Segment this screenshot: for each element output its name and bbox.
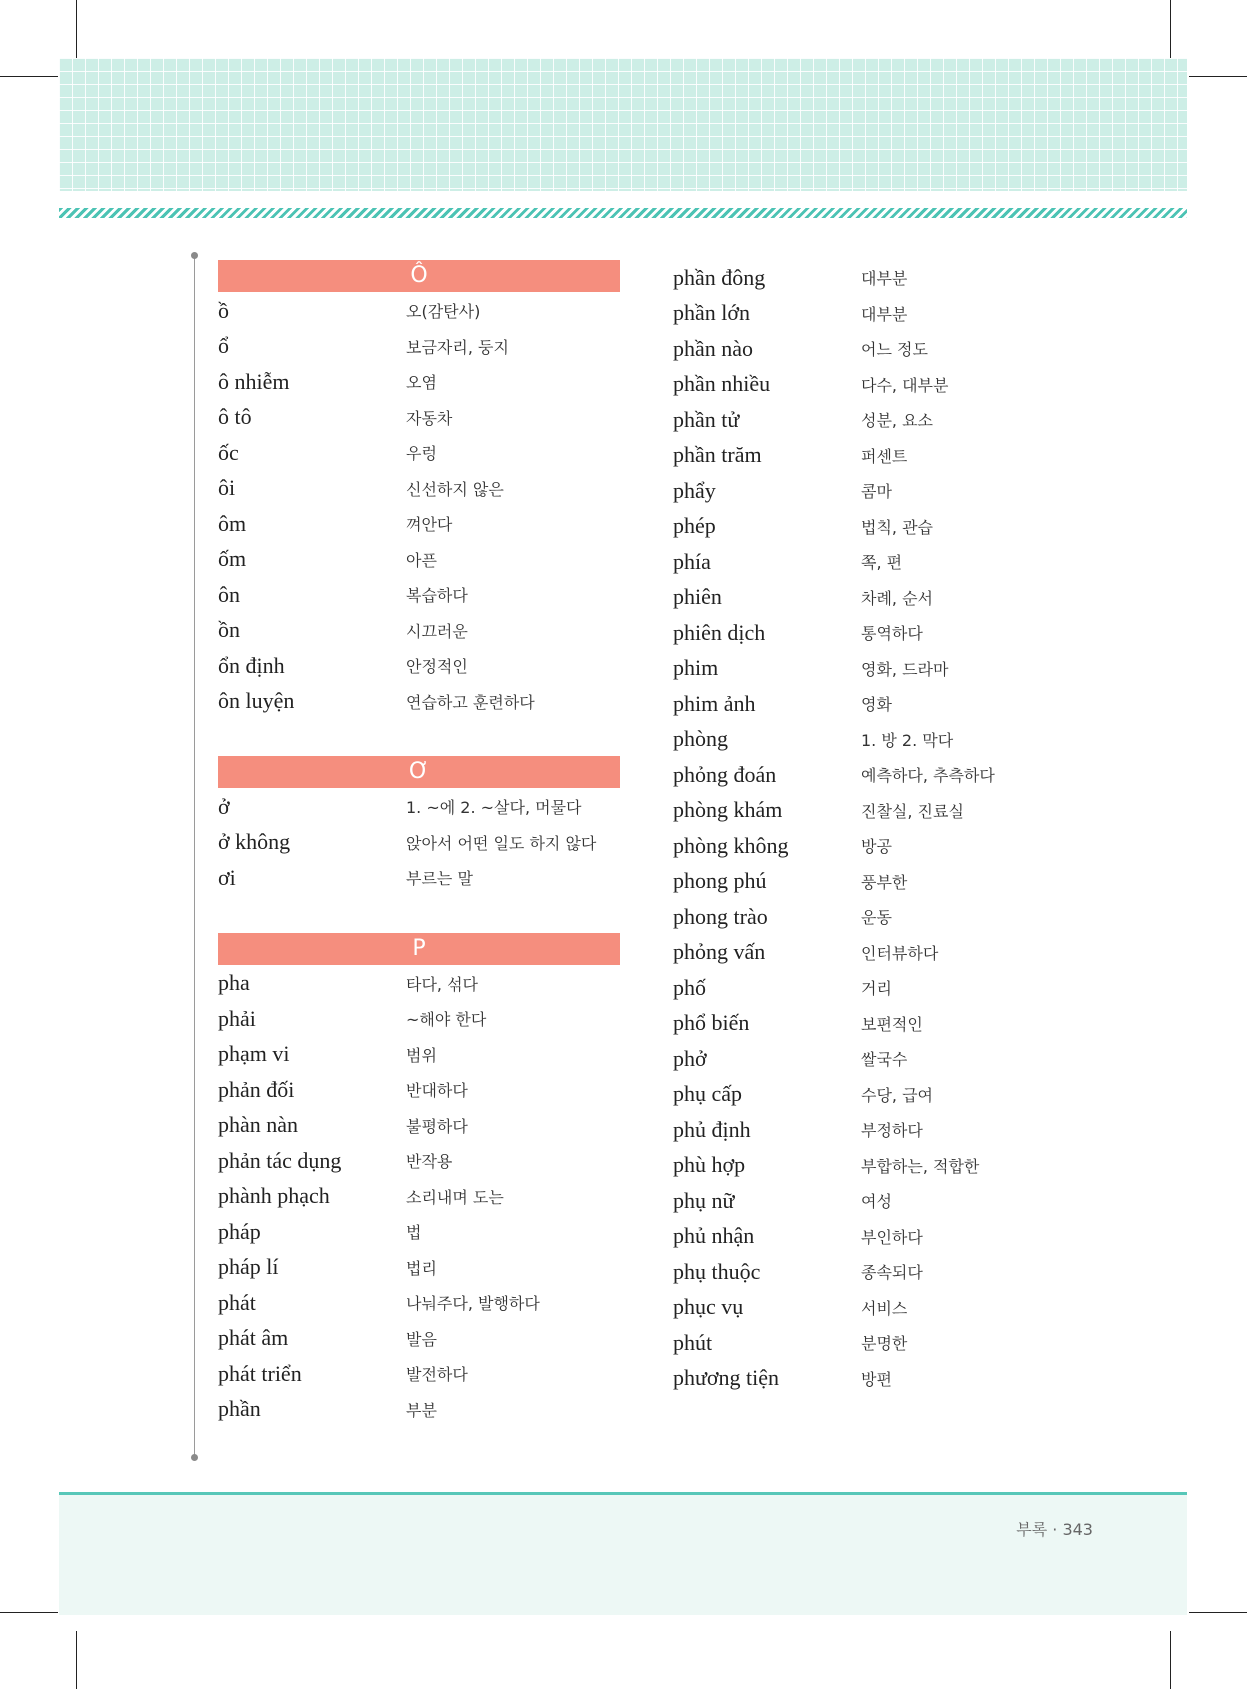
section-header-o-horn: Ơ xyxy=(218,756,620,788)
korean-meaning: 영화 xyxy=(861,695,892,715)
vietnamese-word: phát âm xyxy=(218,1325,289,1351)
korean-meaning: 부정하다 xyxy=(861,1121,923,1141)
glossary-entry xyxy=(673,1361,1093,1397)
vietnamese-word: phong phú xyxy=(673,868,767,894)
glossary-entry xyxy=(673,580,1093,616)
glossary-entry xyxy=(673,509,1093,545)
korean-meaning: 1. ~에 2. ~살다, 머물다 xyxy=(406,798,582,818)
header-grid-banner xyxy=(59,58,1187,191)
entry-list xyxy=(218,789,620,896)
glossary-entry xyxy=(673,651,1093,687)
crop-mark-bottom-left-horizontal xyxy=(0,1612,58,1613)
korean-meaning: 풍부한 xyxy=(861,872,908,892)
vietnamese-word: phim xyxy=(673,655,719,681)
glossary-entry xyxy=(673,970,1093,1006)
vietnamese-word: phiên dịch xyxy=(673,619,766,645)
korean-meaning: 예측하다, 추측하다 xyxy=(861,766,995,786)
vietnamese-word: ô nhiễm xyxy=(218,368,290,394)
side-rule-top-dot xyxy=(191,252,198,259)
glossary-entry xyxy=(673,544,1093,580)
vietnamese-word: phần tử xyxy=(673,406,740,432)
korean-meaning: 발음 xyxy=(406,1329,437,1349)
glossary-entry xyxy=(673,1077,1093,1113)
glossary-entry xyxy=(673,864,1093,900)
vietnamese-word: phở xyxy=(673,1045,707,1071)
glossary-entry xyxy=(673,1219,1093,1255)
header-stripe-divider xyxy=(59,208,1187,218)
section-o-horn xyxy=(218,756,620,896)
glossary-entry xyxy=(218,471,620,507)
glossary-entry xyxy=(218,1356,620,1392)
glossary-entry xyxy=(673,615,1093,651)
vietnamese-word: ồn xyxy=(218,617,240,643)
korean-meaning: 앉아서 어떤 일도 하지 않다 xyxy=(406,833,597,853)
vietnamese-word: pháp xyxy=(218,1218,261,1244)
glossary-entry xyxy=(673,402,1093,438)
entry-list xyxy=(673,260,1093,1396)
korean-meaning: 복습하다 xyxy=(406,586,468,606)
korean-meaning: 반작용 xyxy=(406,1152,453,1172)
korean-meaning: 우렁 xyxy=(406,444,437,464)
vietnamese-word: phương tiện xyxy=(673,1365,780,1391)
glossary-entry xyxy=(673,438,1093,474)
glossary-entry xyxy=(673,757,1093,793)
vietnamese-word: phòng khám xyxy=(673,797,783,823)
vietnamese-word: phải xyxy=(218,1005,256,1031)
korean-meaning: 다수, 대부분 xyxy=(861,375,949,395)
korean-meaning: 나눠주다, 발행하다 xyxy=(406,1294,540,1314)
glossary-entry xyxy=(218,364,620,400)
glossary-entry xyxy=(218,1037,620,1073)
vietnamese-word: ôn xyxy=(218,581,240,607)
glossary-entry xyxy=(218,1072,620,1108)
entry-list xyxy=(218,966,620,1428)
vietnamese-word: ổ xyxy=(218,333,229,359)
glossary-entry xyxy=(218,542,620,578)
glossary-entry xyxy=(673,1148,1093,1184)
glossary-entry xyxy=(673,1041,1093,1077)
vietnamese-word: pháp lí xyxy=(218,1254,279,1280)
glossary-entry xyxy=(673,935,1093,971)
glossary-entry xyxy=(218,329,620,365)
glossary-entry xyxy=(218,789,620,825)
crop-mark-top-left-vertical xyxy=(76,0,77,58)
vietnamese-word: phụ thuộc xyxy=(673,1258,761,1284)
glossary-entry xyxy=(218,1321,620,1357)
vietnamese-word: phim ảnh xyxy=(673,690,756,716)
glossary-entry xyxy=(218,506,620,542)
glossary-entry xyxy=(673,473,1093,509)
korean-meaning: 진찰실, 진료실 xyxy=(861,801,964,821)
vietnamese-word: phần trăm xyxy=(673,442,762,468)
glossary-entry xyxy=(218,966,620,1002)
korean-meaning: 타다, 섞다 xyxy=(406,974,478,994)
vietnamese-word: ở không xyxy=(218,829,291,855)
glossary-entry xyxy=(673,260,1093,296)
page-number: 부록 · 343 xyxy=(1016,1520,1093,1539)
korean-meaning: 법리 xyxy=(406,1258,437,1278)
korean-meaning: 부인하다 xyxy=(861,1227,923,1247)
vietnamese-word: ô tô xyxy=(218,404,252,430)
glossary-entry xyxy=(218,860,620,896)
glossary-entry xyxy=(673,1112,1093,1148)
korean-meaning: 콤마 xyxy=(861,482,892,502)
vietnamese-word: ơi xyxy=(218,864,236,890)
korean-meaning: 연습하고 훈련하다 xyxy=(406,692,535,712)
vietnamese-word: phủ định xyxy=(673,1116,751,1142)
korean-meaning: 쪽, 편 xyxy=(861,553,903,573)
vietnamese-word: phần lớn xyxy=(673,300,751,326)
section-o-hat xyxy=(218,260,620,719)
vietnamese-word: phòng không xyxy=(673,832,789,858)
glossary-entry xyxy=(673,722,1093,758)
vietnamese-word: ốm xyxy=(218,546,247,572)
vietnamese-word: phạm vi xyxy=(218,1041,290,1067)
glossary-entry xyxy=(218,613,620,649)
korean-meaning: 인터뷰하다 xyxy=(861,943,939,963)
crop-mark-top-right-vertical xyxy=(1170,0,1171,58)
korean-meaning: 통역하다 xyxy=(861,624,923,644)
glossary-entry xyxy=(673,1006,1093,1042)
vietnamese-word: phần xyxy=(218,1396,261,1422)
vietnamese-word: phản đối xyxy=(218,1076,295,1102)
korean-meaning: 어느 정도 xyxy=(861,340,928,360)
korean-meaning: 분명한 xyxy=(861,1334,908,1354)
entry-list xyxy=(218,293,620,719)
glossary-entry xyxy=(218,1143,620,1179)
vietnamese-word: phát triển xyxy=(218,1360,302,1386)
section-header-o-hat: Ô xyxy=(218,260,620,292)
glossary-entry xyxy=(218,1285,620,1321)
korean-meaning: 퍼센트 xyxy=(861,446,908,466)
vietnamese-word: phàn nàn xyxy=(218,1112,299,1138)
left-column xyxy=(218,260,620,1464)
korean-meaning: 시끄러운 xyxy=(406,621,468,641)
korean-meaning: 차례, 순서 xyxy=(861,588,933,608)
glossary-entry xyxy=(218,400,620,436)
glossary-entry xyxy=(673,296,1093,332)
korean-meaning: 소리내며 도는 xyxy=(406,1187,504,1207)
korean-meaning: 신선하지 않은 xyxy=(406,479,504,499)
korean-meaning: 방공 xyxy=(861,837,892,857)
vietnamese-word: phỏng vấn xyxy=(673,939,766,965)
korean-meaning: 수당, 급여 xyxy=(861,1085,933,1105)
vietnamese-word: phản tác dụng xyxy=(218,1147,342,1173)
glossary-entry xyxy=(673,1254,1093,1290)
side-rule xyxy=(194,255,195,1457)
vietnamese-word: ốc xyxy=(218,439,239,465)
glossary-entry xyxy=(218,577,620,613)
korean-meaning: 자동차 xyxy=(406,408,453,428)
vietnamese-word: phành phạch xyxy=(218,1183,330,1209)
crop-mark-bottom-left-vertical xyxy=(76,1631,77,1689)
crop-mark-top-right-horizontal xyxy=(1189,76,1247,77)
glossary-entry xyxy=(673,1183,1093,1219)
vietnamese-word: ổn định xyxy=(218,652,285,678)
glossary-entry xyxy=(673,1325,1093,1361)
vietnamese-word: phần đông xyxy=(673,264,766,290)
glossary-entry xyxy=(218,1250,620,1286)
korean-meaning: 운동 xyxy=(861,908,892,928)
glossary-entry xyxy=(673,828,1093,864)
korean-meaning: 아픈 xyxy=(406,550,437,570)
crop-mark-bottom-right-horizontal xyxy=(1189,1612,1247,1613)
korean-meaning: 안정적인 xyxy=(406,657,468,677)
vietnamese-word: phát xyxy=(218,1289,256,1315)
vietnamese-word: phẩy xyxy=(673,477,716,503)
korean-meaning: 부분 xyxy=(406,1400,437,1420)
glossary-entry xyxy=(218,1179,620,1215)
vietnamese-word: phổ biến xyxy=(673,1010,750,1036)
vietnamese-word: phủ nhận xyxy=(673,1223,755,1249)
glossary-entry xyxy=(218,1214,620,1250)
korean-meaning: 방편 xyxy=(861,1369,892,1389)
page-footer xyxy=(59,1492,1187,1615)
glossary-entry xyxy=(673,331,1093,367)
vietnamese-word: phục vụ xyxy=(673,1294,744,1320)
korean-meaning: 대부분 xyxy=(861,304,908,324)
vietnamese-word: ồ xyxy=(218,297,229,323)
vietnamese-word: ôn luyện xyxy=(218,688,295,714)
vietnamese-word: phụ nữ xyxy=(673,1187,735,1213)
vietnamese-word: phỏng đoán xyxy=(673,761,777,787)
vietnamese-word: phía xyxy=(673,548,711,574)
korean-meaning: 불평하다 xyxy=(406,1116,468,1136)
korean-meaning: 껴안다 xyxy=(406,515,453,535)
glossary-entry xyxy=(673,899,1093,935)
korean-meaning: 대부분 xyxy=(861,269,908,289)
vietnamese-word: phiên xyxy=(673,584,722,610)
glossary-entry xyxy=(673,793,1093,829)
side-rule-bottom-dot xyxy=(191,1454,198,1461)
section-p-continued xyxy=(673,260,1093,1396)
korean-meaning: 거리 xyxy=(861,979,892,999)
glossary-entry xyxy=(218,825,620,861)
korean-meaning: 오(감탄사) xyxy=(406,302,481,322)
korean-meaning: 서비스 xyxy=(861,1298,908,1318)
korean-meaning: ~해야 한다 xyxy=(406,1010,487,1030)
korean-meaning: 종속되다 xyxy=(861,1263,923,1283)
glossary-entry xyxy=(218,1392,620,1428)
korean-meaning: 성분, 요소 xyxy=(861,411,933,431)
vietnamese-word: ôi xyxy=(218,475,236,501)
glossary-entry xyxy=(218,684,620,720)
vietnamese-word: phần nhiều xyxy=(673,371,771,397)
glossary-entry xyxy=(673,686,1093,722)
korean-meaning: 보편적인 xyxy=(861,1014,923,1034)
vietnamese-word: phòng xyxy=(673,726,728,752)
crop-mark-top-left-horizontal xyxy=(0,76,58,77)
glossary-entry xyxy=(218,435,620,471)
korean-meaning: 영화, 드라마 xyxy=(861,659,949,679)
vietnamese-word: phút xyxy=(673,1329,713,1355)
korean-meaning: 법 xyxy=(406,1223,422,1243)
glossary-entry xyxy=(218,648,620,684)
vietnamese-word: phù hợp xyxy=(673,1152,746,1178)
vietnamese-word: pha xyxy=(218,970,250,996)
right-column xyxy=(673,260,1093,1433)
vietnamese-word: ở xyxy=(218,793,230,819)
glossary-entry xyxy=(218,1108,620,1144)
korean-meaning: 법칙, 관습 xyxy=(861,517,933,537)
korean-meaning: 여성 xyxy=(861,1192,892,1212)
korean-meaning: 반대하다 xyxy=(406,1081,468,1101)
vietnamese-word: phố xyxy=(673,974,706,1000)
glossary-entry xyxy=(673,1290,1093,1326)
vietnamese-word: ôm xyxy=(218,510,247,536)
section-header-p: P xyxy=(218,933,620,965)
vietnamese-word: phong trào xyxy=(673,903,768,929)
korean-meaning: 부르는 말 xyxy=(406,869,473,889)
korean-meaning: 쌀국수 xyxy=(861,1050,908,1070)
korean-meaning: 오염 xyxy=(406,373,437,393)
glossary-entry xyxy=(218,1001,620,1037)
glossary-entry xyxy=(673,367,1093,403)
korean-meaning: 발전하다 xyxy=(406,1365,468,1385)
vietnamese-word: phép xyxy=(673,513,716,539)
vietnamese-word: phụ cấp xyxy=(673,1081,743,1107)
korean-meaning: 보금자리, 둥지 xyxy=(406,337,509,357)
crop-mark-bottom-right-vertical xyxy=(1170,1631,1171,1689)
korean-meaning: 부합하는, 적합한 xyxy=(861,1156,980,1176)
korean-meaning: 1. 방 2. 막다 xyxy=(861,730,954,750)
glossary-entry xyxy=(218,293,620,329)
vietnamese-word: phần nào xyxy=(673,335,754,361)
section-p xyxy=(218,933,620,1428)
korean-meaning: 범위 xyxy=(406,1045,437,1065)
